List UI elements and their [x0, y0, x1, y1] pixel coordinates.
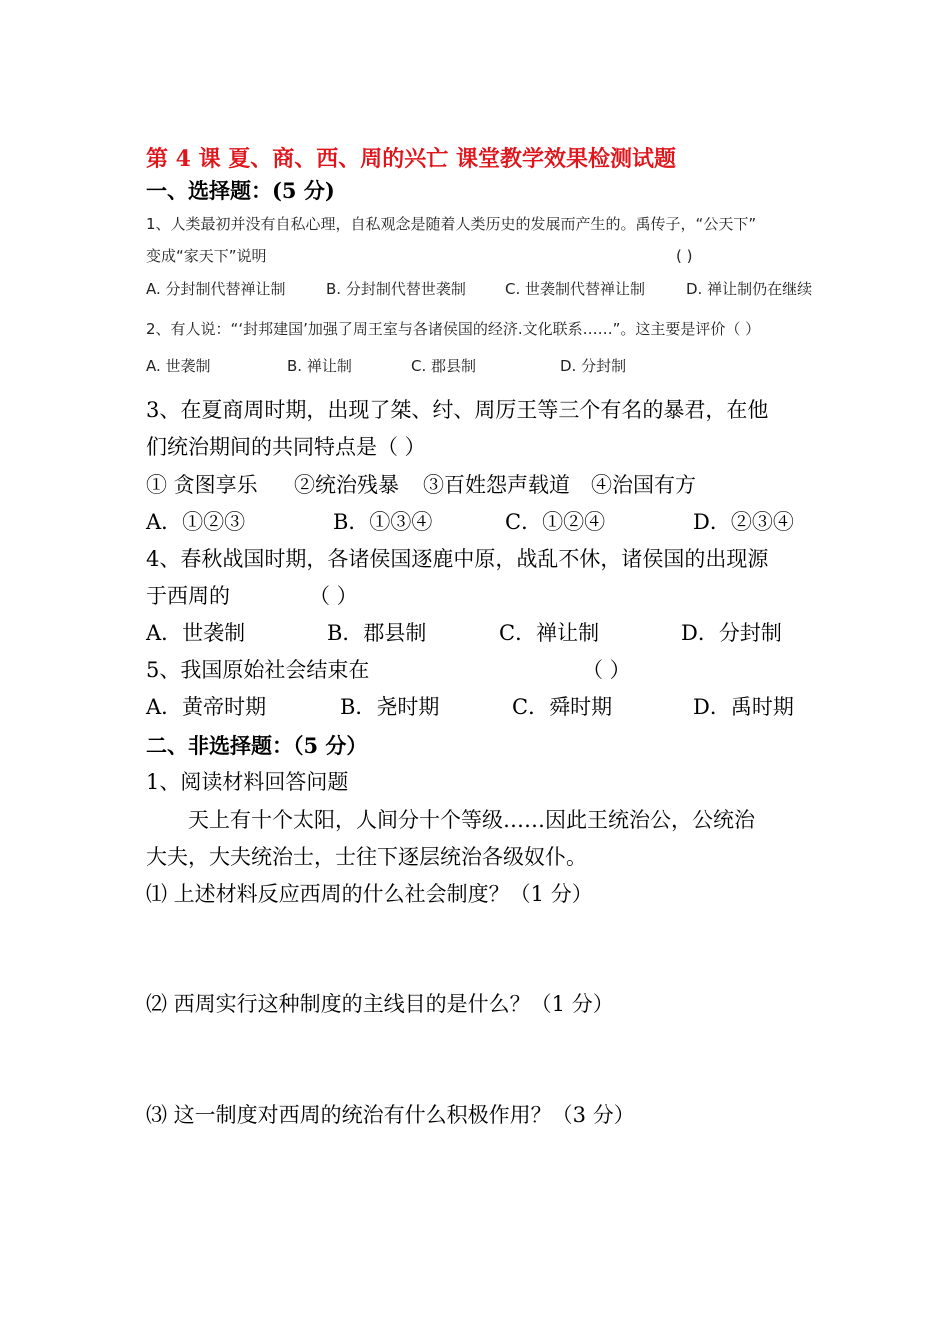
q1-line2: 变成“家天下”说明 — [146, 247, 267, 265]
q2-option-a: A. 世袭制 — [146, 357, 211, 375]
q2-option-b: B. 禅让制 — [287, 357, 352, 375]
q2-option-d: D. 分封制 — [560, 357, 627, 375]
q3-choice-1: ① 贪图享乐 — [146, 473, 258, 497]
q3-choice-2: ②统治残暴 — [294, 473, 399, 497]
q3-option-b: B．①③④ — [333, 510, 433, 534]
q2-line1: 2、有人说：“‘封邦建国’加强了周王室与各诸侯国的经济.文化联系……”。这主要是评价（ ） — [146, 320, 761, 338]
sub-question-3: ⑶ 这一制度对西周的统治有什么积极作用？（3 分） — [146, 1103, 635, 1127]
sub-question-1: ⑴ 上述材料反应西周的什么社会制度？（1 分） — [146, 882, 593, 906]
q1-option-c: C. 世袭制代替禅让制 — [505, 280, 646, 298]
q5-option-b: B．尧时期 — [340, 695, 440, 719]
q4-option-d: D．分封制 — [681, 621, 782, 645]
q1-option-d: D. 禅让制仍在继续 — [686, 280, 813, 298]
q3-choice-4: ④治国有方 — [591, 473, 696, 497]
q3-line2: 们统治期间的共同特点是（ ） — [146, 435, 426, 459]
q3-option-d: D．②③④ — [693, 510, 794, 534]
q5-line1: 5、我国原始社会结束在 — [146, 658, 370, 682]
q4-option-a: A．世袭制 — [146, 621, 246, 645]
q1-answer-paren: ( ) — [676, 247, 693, 265]
q4-option-c: C．禅让制 — [499, 621, 600, 645]
q2-option-c: C. 郡县制 — [411, 357, 477, 375]
q1-option-b: B. 分封制代替世袭制 — [326, 280, 466, 298]
section1-heading: 一、选择题：(5 分) — [146, 178, 335, 203]
q1-option-a: A. 分封制代替禅让制 — [146, 280, 286, 298]
q3-option-a: A．①②③ — [146, 510, 246, 534]
q5-answer-paren: （ ） — [582, 658, 631, 682]
material-line2: 大夫，大夫统治士，士往下逐层统治各级奴仆。 — [146, 845, 587, 869]
q4-option-b: B．郡县制 — [327, 621, 427, 645]
material-line1: 天上有十个太阳，人间分十个等级……因此王统治公，公统治 — [188, 808, 755, 832]
section2-heading: 二、非选择题：（5 分） — [146, 733, 368, 758]
q4-answer-paren: （ ） — [309, 584, 358, 608]
q5-option-c: C．舜时期 — [512, 695, 613, 719]
q5-option-a: A．黄帝时期 — [146, 695, 267, 719]
q3-line1: 3、在夏商周时期，出现了桀、纣、周厉王等三个有名的暴君，在他 — [146, 398, 769, 422]
q4-line1: 4、春秋战国时期，各诸侯国逐鹿中原，战乱不休，诸侯国的出现源 — [146, 547, 769, 571]
section2-q1-title: 1、阅读材料回答问题 — [146, 770, 349, 794]
q3-choice-3: ③百姓怨声载道 — [423, 473, 570, 497]
page-title: 第 4 课 夏、商、西、周的兴亡 课堂教学效果检测试题 — [146, 146, 676, 172]
q1-line1: 1、人类最初并没有自私心理，自私观念是随着人类历史的发展而产生的。禹传子，“公天下” — [146, 215, 757, 233]
sub-question-2: ⑵ 西周实行这种制度的主线目的是什么？（1 分） — [146, 992, 614, 1016]
q3-option-c: C．①②④ — [505, 510, 606, 534]
q4-line2: 于西周的 — [146, 584, 230, 608]
q5-option-d: D．禹时期 — [693, 695, 794, 719]
